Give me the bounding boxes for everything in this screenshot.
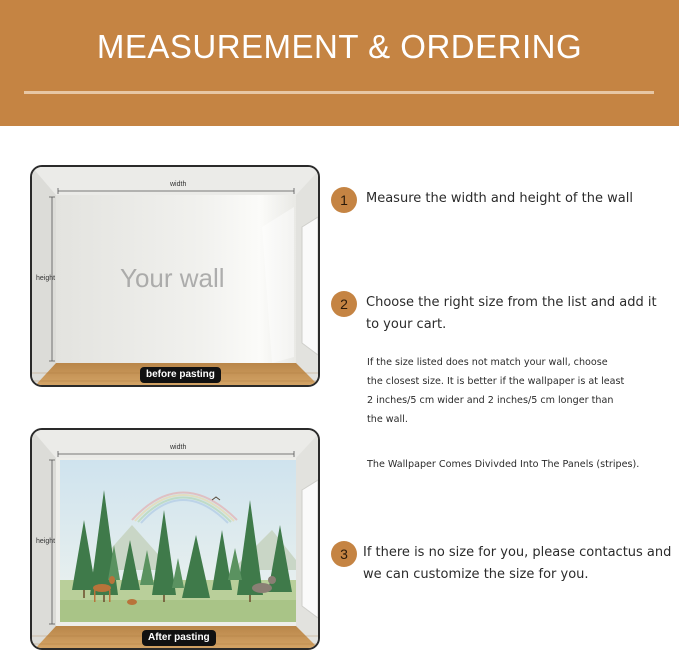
- step-2-line-1: Choose the right size from the list and add it: [366, 295, 657, 310]
- size-advice-line-3: 2 inches/5 cm wider and 2 inches/5 cm longer than: [367, 395, 614, 406]
- size-advice-line-1: If the size listed does not match your wall, choose: [367, 357, 608, 368]
- size-advice-note: [367, 353, 624, 429]
- wallpapered-room-illustration: [32, 430, 320, 650]
- page-title: MEASUREMENT & ORDERING: [96, 28, 583, 65]
- height-label: height: [36, 538, 56, 545]
- step-2-line-2: to your cart.: [366, 317, 447, 332]
- before-pasting-badge: before pasting: [140, 367, 221, 383]
- size-advice-line-2: the closest size. It is better if the wallpaper is at least: [367, 376, 625, 387]
- step-1-text: [366, 188, 633, 210]
- banner-divider: [24, 91, 654, 94]
- height-label: height: [36, 275, 56, 282]
- size-advice-line-4: the wall.: [367, 414, 408, 425]
- step-3-line-2: we can customize the size for you.: [363, 567, 589, 582]
- step-3-text: [363, 542, 671, 586]
- step-2-number: 2: [331, 291, 357, 317]
- after-pasting-badge: After pasting: [142, 630, 216, 646]
- header-banner: [0, 0, 679, 126]
- after-room-image: [30, 428, 320, 650]
- step-3-number: 3: [331, 541, 357, 567]
- width-label: width: [170, 181, 187, 188]
- step-3-line-1: If there is no size for you, please contactus and: [363, 545, 672, 560]
- your-wall-text: Your wall: [120, 263, 225, 293]
- step-2-text: [366, 292, 657, 336]
- before-room-image: [30, 165, 320, 387]
- width-label: width: [170, 444, 187, 451]
- step-1-line-1: Measure the width and height of the wall: [366, 191, 633, 206]
- step-1-number: 1: [331, 187, 357, 213]
- panels-note: The Wallpaper Comes Divivded Into The Panels (stripes).: [367, 459, 640, 470]
